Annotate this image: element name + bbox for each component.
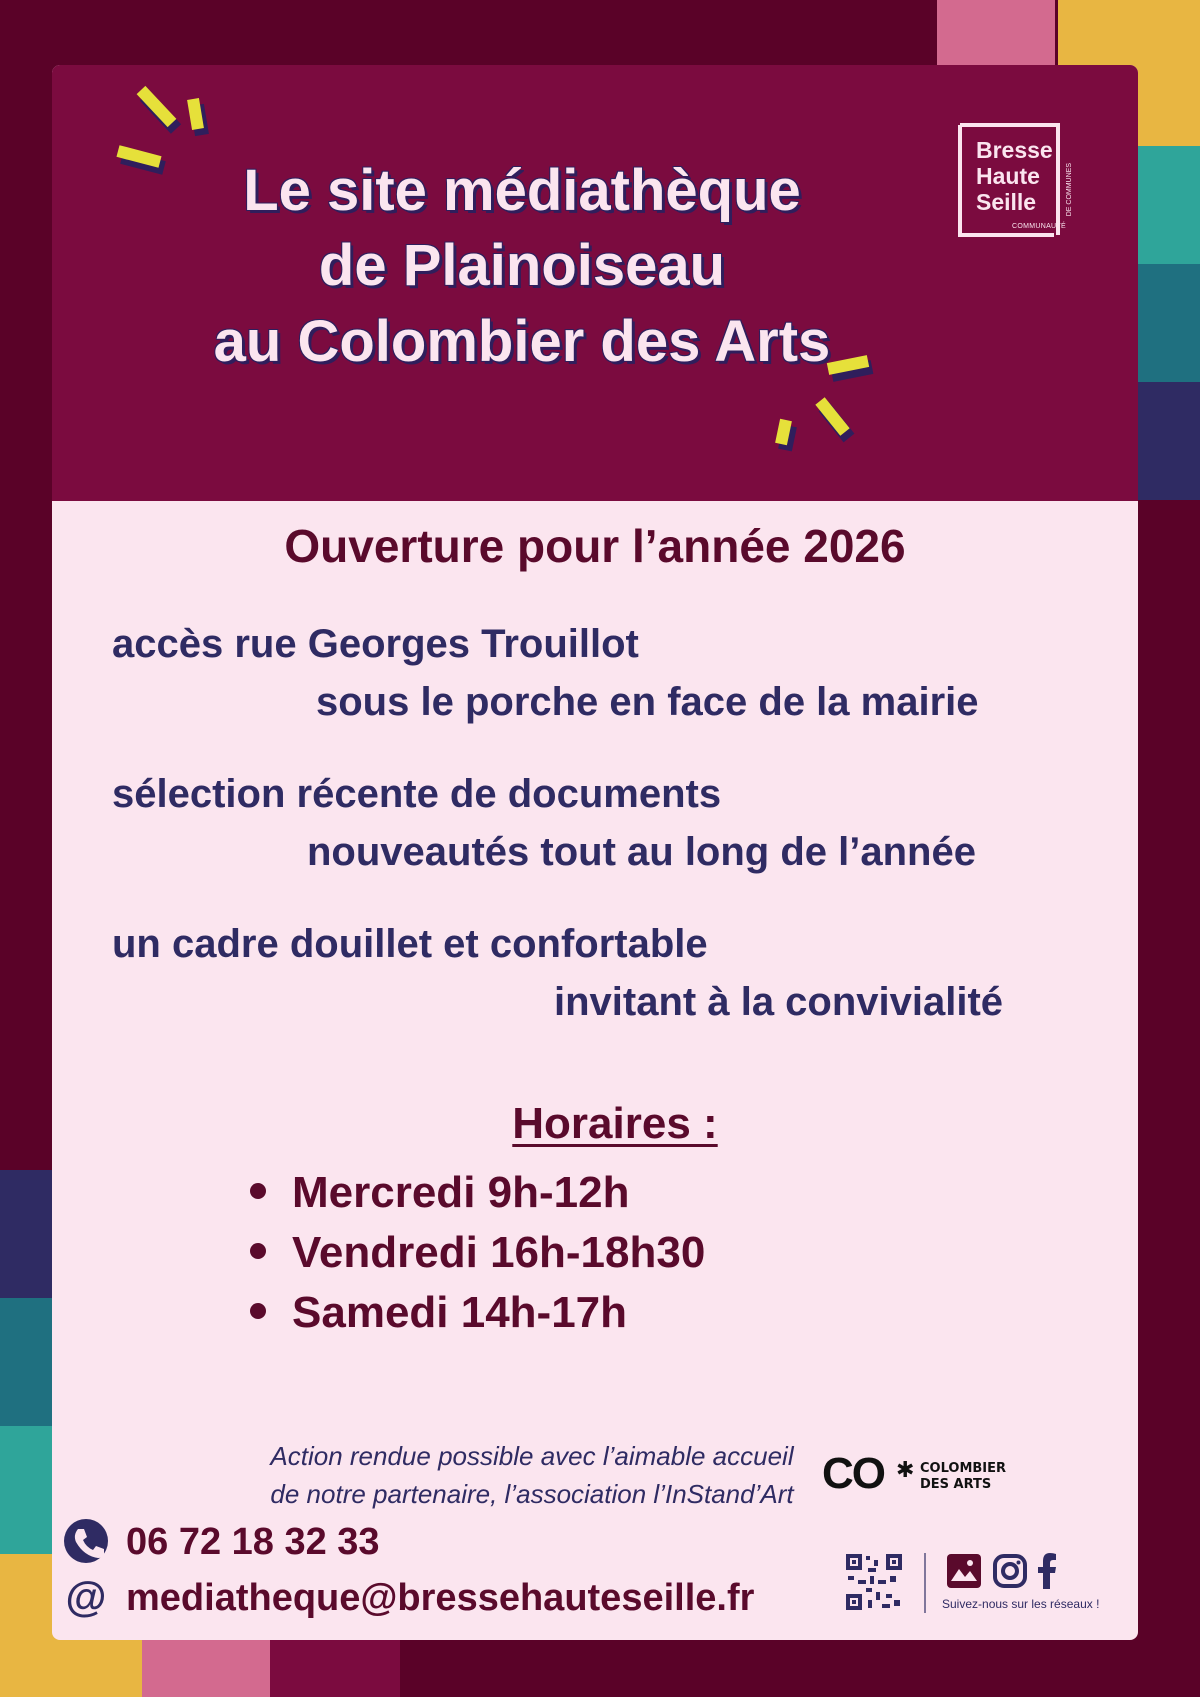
opening-subtitle: Ouverture pour l’année 2026 xyxy=(284,520,906,572)
logo-text: Bresse Haute Seille xyxy=(976,137,1053,215)
phone-number: 06 72 18 32 33 xyxy=(126,1521,380,1563)
divider xyxy=(924,1553,926,1613)
bullet-icon xyxy=(250,1243,266,1259)
portal-icon[interactable] xyxy=(946,1553,982,1589)
feature-line: sélection récente de documents xyxy=(112,772,722,816)
email-address: mediatheque@bressehauteseille.fr xyxy=(126,1577,755,1619)
list-item: Mercredi 9h-12h xyxy=(250,1163,705,1223)
email-contact[interactable] xyxy=(64,1572,755,1622)
strip-pink-top xyxy=(937,0,1055,66)
facebook-icon[interactable] xyxy=(1036,1553,1058,1589)
list-item: Vendredi 16h-18h30 xyxy=(250,1223,705,1283)
list-item: Samedi 14h-17h xyxy=(250,1283,705,1343)
poster-card xyxy=(52,65,1138,1640)
header-banner xyxy=(52,65,1138,501)
feature-line: invitant à la convivialité xyxy=(554,980,1004,1024)
logo-mark: CO xyxy=(822,1449,884,1498)
logo-small-text-vertical: DE COMMUNES xyxy=(1066,163,1073,217)
instagram-icon[interactable] xyxy=(992,1553,1028,1589)
feature-line: nouveautés tout au long de l’année xyxy=(307,830,976,874)
title-line: de Plainoiseau xyxy=(318,233,726,299)
bullet-icon xyxy=(250,1183,266,1199)
partner-line: de notre partenaire, l’association l’InStand’Art xyxy=(270,1479,794,1509)
flower-icon: ✱ xyxy=(896,1457,915,1482)
feature-line: un cadre douillet et confortable xyxy=(112,922,708,966)
hours-title: Horaires : xyxy=(512,1099,718,1148)
partner-note xyxy=(192,1437,872,1513)
logo-small-text: COMMUNAUTÉ xyxy=(1012,223,1066,230)
logo-name: COLOMBIER DES ARTS xyxy=(920,1461,1007,1492)
strip-navy-right xyxy=(1138,382,1200,500)
partner-line: Action rendue possible avec l’aimable accueil xyxy=(270,1441,794,1471)
strip-darkteal-right xyxy=(1138,264,1200,382)
bresse-haute-seille-logo xyxy=(960,123,1090,255)
social-caption: Suivez-nous sur les réseaux ! xyxy=(942,1597,1100,1611)
at-icon: @ xyxy=(65,1572,107,1620)
strip-teal-right xyxy=(1138,146,1200,264)
feature-line: accès rue Georges Trouillot xyxy=(112,622,639,666)
bullet-icon xyxy=(250,1303,266,1319)
page-title xyxy=(142,153,902,379)
strip-burgundy-bottom xyxy=(270,1640,400,1697)
colombier-des-arts-logo xyxy=(822,1449,1007,1503)
strip-pink-bottom xyxy=(142,1640,270,1697)
strip-navy-left xyxy=(0,1170,52,1298)
strip-teal-left xyxy=(0,1426,52,1554)
hours-list xyxy=(250,1163,705,1343)
strip-darkteal-left xyxy=(0,1298,52,1426)
title-line: au Colombier des Arts xyxy=(213,308,831,374)
qr-code-icon[interactable] xyxy=(846,1554,902,1610)
phone-icon xyxy=(64,1519,108,1563)
feature-line: sous le porche en face de la mairie xyxy=(316,680,979,724)
phone-contact[interactable] xyxy=(64,1521,380,1566)
title-line: Le site médiathèque xyxy=(243,158,801,223)
